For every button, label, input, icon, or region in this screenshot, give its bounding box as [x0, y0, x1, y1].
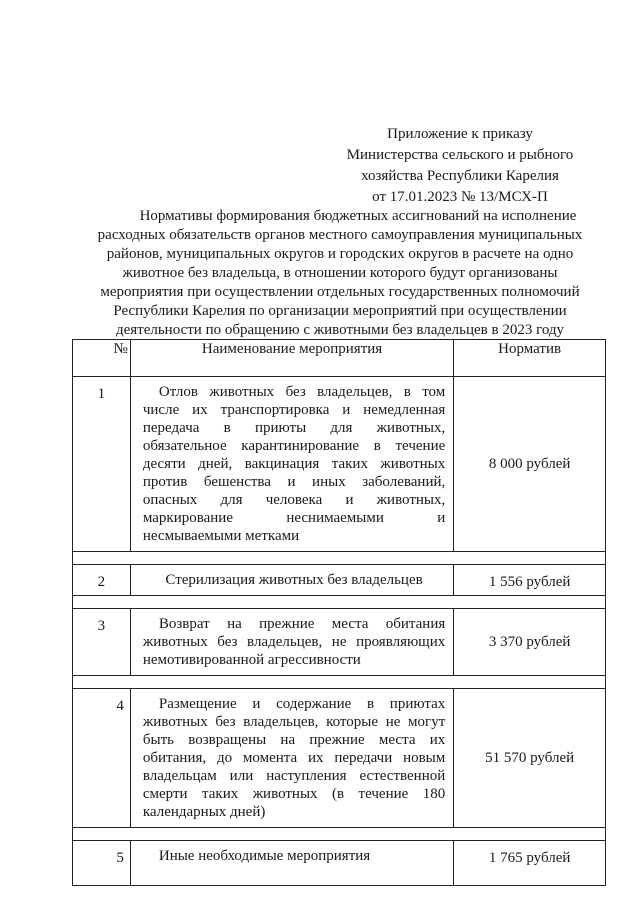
- row-norm: 3 370 рублей: [454, 609, 606, 676]
- table-row: [73, 841, 606, 886]
- row-num: 3: [73, 609, 131, 676]
- heading-line: районов, муниципальных округов и городских округов в расчете на одно: [106, 246, 574, 262]
- row-name: Стерилизация животных без владельцев: [130, 565, 453, 596]
- appendix-line: Приложение к приказу: [387, 126, 533, 142]
- row-name: Иные необходимые мероприятия: [130, 841, 453, 886]
- appendix-line: Министерства сельского и рыбного: [346, 147, 574, 163]
- table-spacer: [73, 828, 606, 841]
- appendix-line: хозяйства Республики Карелия: [361, 168, 559, 184]
- heading-line: деятельности по обращению с животными без владельцев в 2023 году: [115, 322, 565, 338]
- row-norm: 51 570 рублей: [454, 689, 606, 828]
- row-name: Отлов животных без владельцев, в том числе их транспортировка и немедленная передача в приюты для животных, обязательное карантинирование в течение десяти дней, вакцинация таких животных против бешенства и иных заболеваний, опасных для человека и животных, маркирование неснимаемыми и несмываемыми метками: [130, 377, 453, 552]
- header-norm: Норматив: [454, 340, 606, 377]
- row-num: 2: [73, 565, 131, 596]
- row-num: 4: [73, 689, 131, 828]
- table-row: [73, 609, 606, 676]
- heading-line: мероприятия при осуществлении отдельных государственных полномочий: [100, 284, 580, 300]
- table-spacer: [73, 596, 606, 609]
- table-row: [73, 377, 606, 552]
- appendix-line: от 17.01.2023 № 13/МСХ-П: [372, 189, 548, 205]
- row-norm: 1 765 рублей: [454, 841, 606, 886]
- norms-table: [72, 339, 606, 886]
- heading-line: Республики Карелия по организации мероприятий при осуществлении: [113, 303, 567, 319]
- table-row: [73, 689, 606, 828]
- header-num: №: [73, 340, 131, 377]
- appendix-block: [300, 124, 620, 208]
- table-spacer: [73, 676, 606, 689]
- table-header-row: [73, 340, 606, 377]
- row-name: Возврат на прежние места обитания животных без владельцев, не проявляющих немотивированной агрессивности: [130, 609, 453, 676]
- row-norm: 1 556 рублей: [454, 565, 606, 596]
- heading-line: расходных обязательств органов местного самоуправления муниципальных: [97, 227, 583, 243]
- heading-line: Нормативы формирования бюджетных ассигнований на исполнение: [139, 208, 577, 224]
- row-norm: 8 000 рублей: [454, 377, 606, 552]
- document-heading: [70, 207, 610, 340]
- header-name: Наименование мероприятия: [130, 340, 453, 377]
- row-num: 5: [73, 841, 131, 886]
- heading-line: животное без владельца, в отношении которого будут организованы: [122, 265, 558, 281]
- table-row: [73, 565, 606, 596]
- table-spacer: [73, 552, 606, 565]
- row-num: 1: [73, 377, 131, 552]
- row-name: Размещение и содержание в приютах животных без владельцев, которые не могут быть возвращены на прежние места их обитания, до момента их передачи новым владельцам или наступления естественной смерти таких животных (в течение 180 календарных дней): [130, 689, 453, 828]
